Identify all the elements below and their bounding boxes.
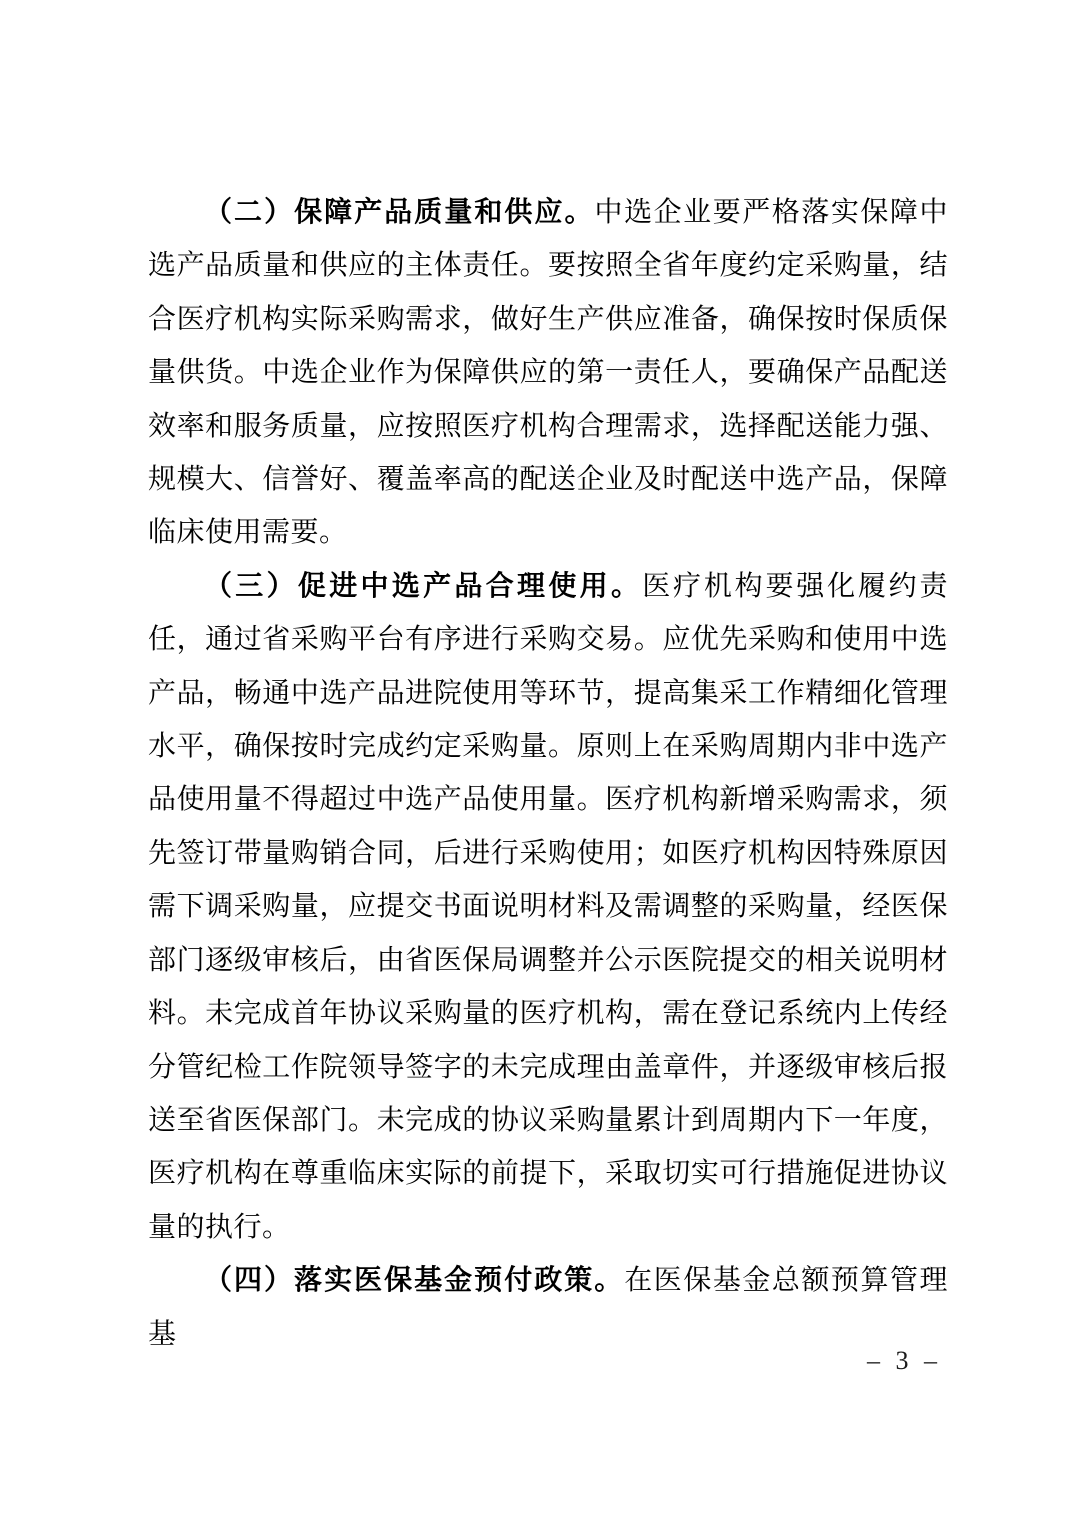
section-2-text: 中选企业要严格落实保障中选产品质量和供应的主体责任。要按照全省年度约定采购量，结合医疗机构实际采购需求，做好生产供应准备，确保按时保质保量供货。中选企业作为保障供应的第一责任人，要确保产品配送效率和服务质量，应按照医疗机构合理需求，选择配送能力强、规模大、信誉好、覆盖率高的配送企业及时配送中选产品，保障临床使用需要。 (148, 197, 948, 549)
paragraph-section-3 (148, 560, 948, 1254)
section-3-heading: （三）促进中选产品合理使用。 (204, 570, 643, 602)
section-4-heading: （四）落实医保基金预付政策。 (204, 1265, 625, 1297)
document-body (148, 186, 948, 1361)
paragraph-section-2 (148, 186, 948, 560)
section-2-heading: （二）保障产品质量和供应。 (204, 197, 595, 228)
section-4-text: 在医保基金总额预算管理基 (148, 1265, 948, 1350)
paragraph-section-4 (148, 1254, 948, 1361)
page-number: – 3 – (867, 1346, 937, 1375)
section-3-text: 医疗机构要强化履约责任，通过省采购平台有序进行采购交易。应优先采购和使用中选产品，畅通中选产品进院使用等环节，提高集采工作精细化管理水平，确保按时完成约定采购量。原则上在采购周期内非中选产品使用量不得超过中选产品使用量。医疗机构新增采购需求，须先签订带量购销合同，后进行采购使用；如医疗机构因特殊原因需下调采购量，应提交书面说明材料及需调整的采购量，经医保部门逐级审核后，由省医保局调整并公示医院提交的相关说明材料。未完成首年协议采购量的医疗机构，需在登记系统内上传经分管纪检工作院领导签字的未完成理由盖章件，并逐级审核后报送至省医保部门。未完成的协议采购量累计到周期内下一年度，医疗机构在尊重临床实际的前提下，采取切实可行措施促进协议量的执行。 (148, 570, 948, 1243)
